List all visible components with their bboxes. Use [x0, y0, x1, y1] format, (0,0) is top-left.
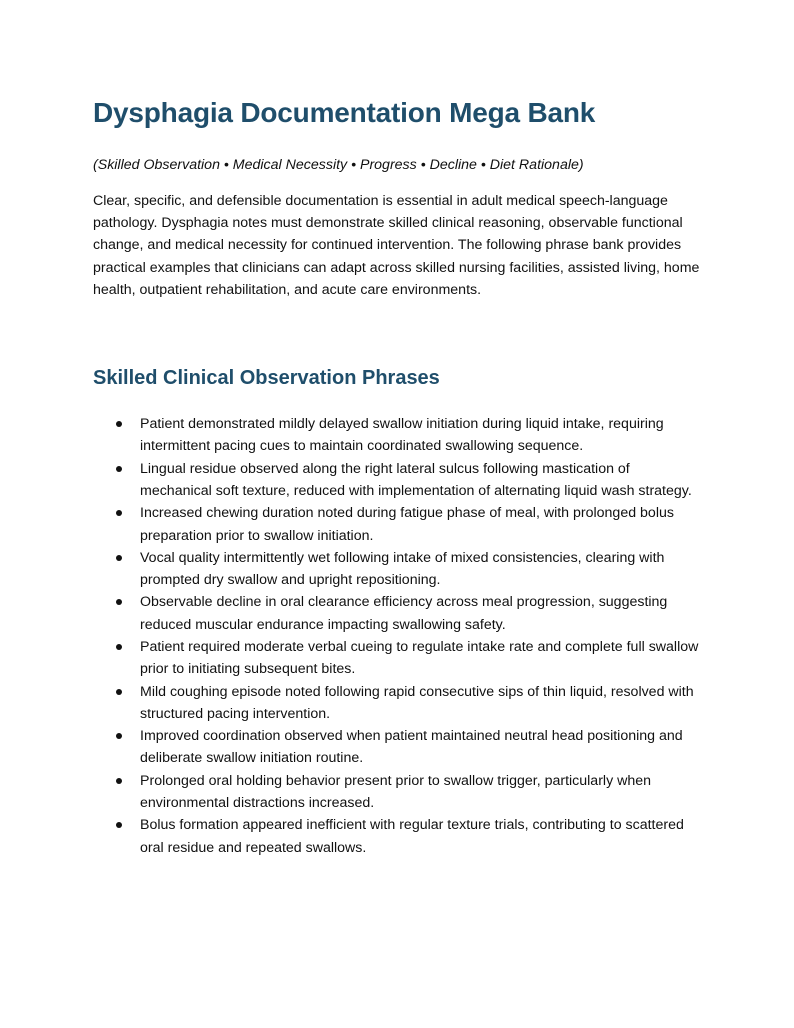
phrase-text: Mild coughing episode noted following rapid consecutive sips of thin liquid, resolved with structured pacing intervention. [140, 683, 694, 722]
phrase-item [140, 502, 705, 547]
phrase-text: Observable decline in oral clearance efficiency across meal progression, suggesting reduced muscular endurance impacting swallowing safety. [140, 594, 668, 633]
intro-paragraph: Clear, specific, and defensible documentation is essential in adult medical speech-language pathology. Dysphagia notes must demonstrate skilled clinical reasoning, observable functional change, and medical necessity for continued intervention. The following phrase bank provides practical examples that clinicians can adapt across skilled nursing facilities, assisted living, home health, outpatient rehabilitation, and acute care environments. [93, 193, 700, 298]
phrase-item [140, 681, 705, 726]
bullet-icon [116, 644, 122, 650]
phrase-text: Prolonged oral holding behavior present prior to swallow trigger, particularly when environmental distractions increased. [140, 772, 652, 812]
bullet-icon [116, 689, 122, 695]
phrase-item [140, 547, 705, 592]
bullet-icon [116, 822, 122, 828]
phrase-text: Bolus formation appeared inefficient with regular texture trials, contributing to scattered oral residue and repeated swallows. [140, 817, 684, 856]
bullet-icon [116, 733, 122, 739]
phrase-item [140, 770, 705, 815]
bullet-icon [116, 555, 122, 561]
phrase-text: Vocal quality intermittently wet following intake of mixed consistencies, clearing with prompted dry swallow and upright repositioning. [140, 549, 665, 589]
bullet-icon [116, 778, 122, 784]
phrase-text: Increased chewing duration noted during fatigue phase of meal, with prolonged bolus preparation prior to swallow initiation. [140, 505, 674, 544]
document-subtitle: (Skilled Observation • Medical Necessity • Progress • Decline • Diet Rationale) [93, 157, 584, 173]
phrase-item [140, 636, 705, 681]
bullet-icon [116, 510, 122, 516]
phrase-text: Patient required moderate verbal cueing to regulate intake rate and complete full swallow prior to initiating subsequent bites. [140, 638, 699, 678]
phrase-item [140, 458, 705, 503]
phrase-item [140, 725, 705, 770]
phrase-item [140, 814, 705, 859]
bullet-icon [116, 599, 122, 605]
phrase-item [140, 413, 705, 458]
phrase-text: Patient demonstrated mildly delayed swallow initiation during liquid intake, requiring intermittent pacing cues to maintain coordinated swallowing sequence. [140, 416, 664, 455]
section-heading: Skilled Clinical Observation Phrases [93, 367, 440, 390]
phrase-list [93, 413, 705, 859]
document-title: Dysphagia Documentation Mega Bank [93, 97, 596, 128]
phrase-text: Improved coordination observed when patient maintained neutral head positioning and deliberate swallow initiation routine. [140, 728, 683, 767]
phrase-item [140, 591, 705, 636]
document-body [93, 92, 705, 859]
bullet-icon [116, 421, 122, 427]
phrase-text: Lingual residue observed along the right lateral sulcus following mastication of mechanical soft texture, reduced with implementation of alternating liquid wash strategy. [140, 460, 692, 499]
bullet-icon [116, 466, 122, 472]
